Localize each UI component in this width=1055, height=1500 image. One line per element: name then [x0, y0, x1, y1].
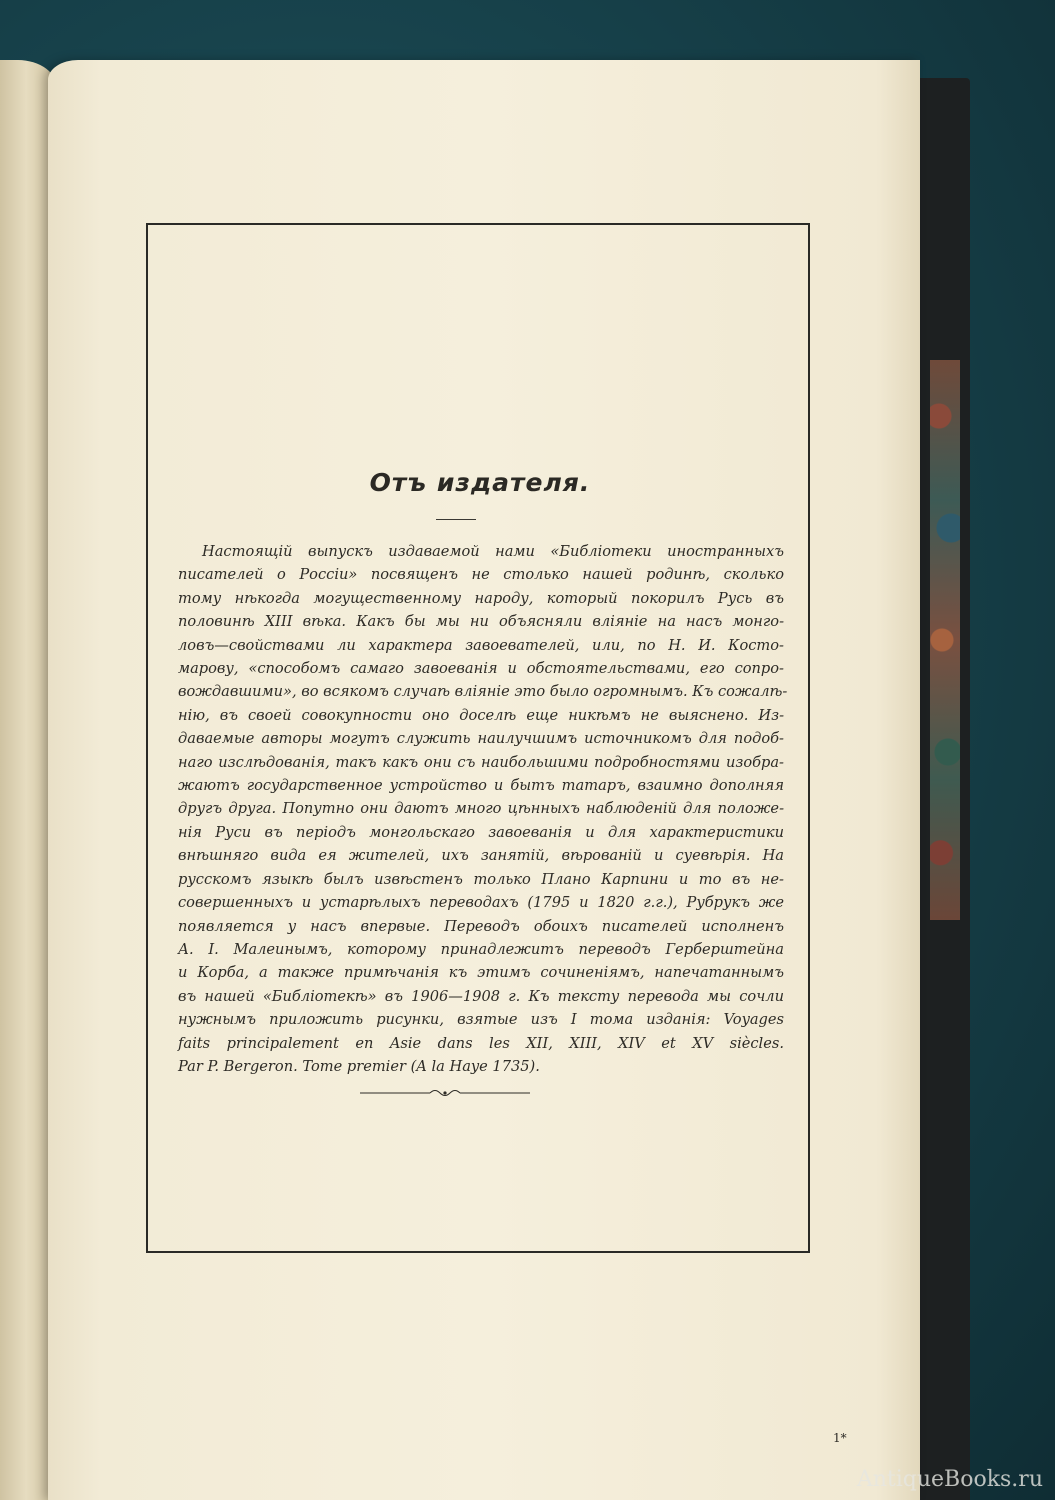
text-line: марову, «способомъ самаго завоеванія и обстоятельствами, его сопро-: [178, 660, 784, 678]
body-paragraph: [178, 540, 788, 1078]
book-page: [48, 60, 920, 1500]
text-line: faits principalement en Asie dans les XII, XIII, XIV et XV siècles.: [178, 1034, 784, 1052]
text-line: вождавшими», во всякомъ случаѣ вліяніе это было огромнымъ. Къ сожалѣ-: [178, 683, 788, 701]
text-line: появляется у насъ впервые. Переводъ обоихъ писателей исполненъ: [178, 917, 784, 935]
page-number: 1*: [833, 1431, 847, 1445]
text-line: другъ друга. Попутно они даютъ много цѣнныхъ наблюденій для положе-: [178, 800, 784, 818]
text-line: Настоящій выпускъ издаваемой нами «Библіотеки иностранныхъ: [202, 543, 784, 560]
tailpiece-ornament-icon: [360, 1087, 530, 1099]
text-line: А. I. Малеинымъ, которому принадлежитъ переводъ Герберштейна: [178, 940, 784, 958]
watermark: AntiqueBooks.ru: [856, 1467, 1043, 1492]
text-line: и Корба, а также примѣчанія къ этимъ сочиненіямъ, напечатаннымъ: [178, 964, 784, 982]
text-line: писателей о Россіи» посвященъ не столько нашей родинѣ, сколько: [178, 566, 784, 584]
marbled-spine: [930, 360, 960, 920]
text-line: въ нашей «Библіотекѣ» въ 1906—1908 г. Къ тексту перевода мы сочли: [178, 987, 784, 1005]
text-line: нія Руси въ періодъ монгольскаго завоеванія и для характеристики: [178, 823, 784, 841]
text-line: нію, въ своей совокупности оно доселѣ еще никѣмъ не выяснено. Из-: [178, 706, 784, 724]
text-line: совершенныхъ и устарѣлыхъ переводахъ (1795 и 1820 г.г.), Рубрукъ же: [178, 894, 784, 912]
text-line: жаютъ государственное устройство и бытъ татаръ, взаимно дополняя: [178, 777, 784, 795]
text-line: наго изслѣдованія, такъ какъ они съ наибольшими подробностями изобра-: [178, 753, 784, 771]
text-line: нужнымъ приложить рисунки, взятые изъ I тома изданія: Voyages: [178, 1011, 784, 1029]
text-line: тому нѣкогда могущественному народу, который покорилъ Русь въ: [178, 589, 784, 607]
text-line: ловъ—свойствами ли характера завоевателей, или, по Н. И. Косто-: [178, 636, 784, 654]
page-title: Отъ издателя.: [369, 468, 591, 497]
text-line: русскомъ языкѣ былъ извѣстенъ только Плано Карпини и то въ не-: [178, 870, 784, 888]
text-line: половинѣ XIII вѣка. Какъ бы мы ни объясняли вліяніе на насъ монго-: [178, 613, 784, 631]
text-line: внѣшняго вида ея жителей, ихъ занятій, вѣрованій и суевѣрія. На: [178, 847, 784, 865]
title-rule: [436, 519, 476, 520]
text-frame: [146, 223, 847, 1445]
text-line: даваемые авторы могутъ служить наилучшимъ источникомъ для подоб-: [178, 730, 784, 748]
text-line: Par P. Bergeron. Tome premier (A la Haye 1735).: [178, 1057, 540, 1075]
